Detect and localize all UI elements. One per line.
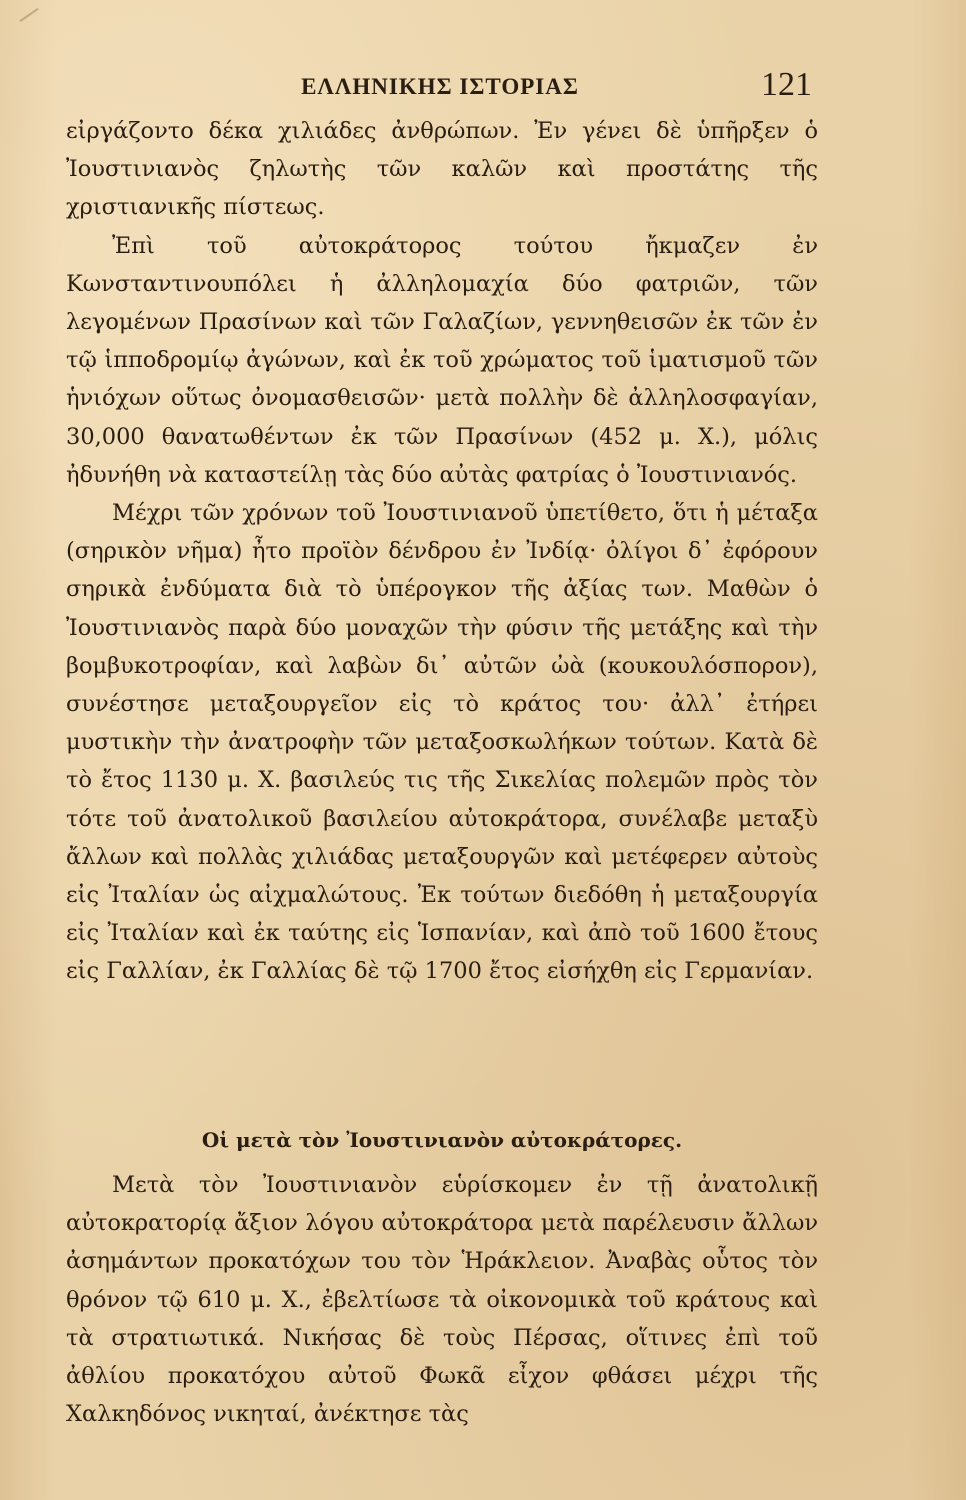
page-number: 121	[761, 66, 812, 103]
paragraph-heraclius: Μετὰ τὸν Ἰουστινιανὸν εὑρίσκομεν ἐν τῇ ἀνατολικῇ αὐτοκρατορίᾳ ἄξιον λόγου αὐτοκράτορα μετὰ παρέλευσιν ἄλλων ἀσημάντων προκατόχων του τὸν Ἡράκλειον. Ἀναβὰς οὗτος τὸν θρόνον τῷ 610 μ. Χ., ἐβελτίωσε τὰ οἰκονομικὰ τοῦ κράτους καὶ τὰ στρατιωτικά. Νικήσας δὲ τοὺς Πέρσας, οἵτινες ἐπὶ τοῦ ἀθλίου προκατόχου αὐτοῦ Φωκᾶ εἶχον φθάσει μέχρι τῆς Χαλκηδόνος νικηταί, ἀνέκτησε τὰς	[66, 1172, 818, 1428]
paragraph-silk: Μέχρι τῶν χρόνων τοῦ Ἰουστινιανοῦ ὑπετίθετο, ὅτι ἡ μέταξα (σηρικὸν νῆμα) ἦτο προϊὸν δένδρου ἐν Ἰνδίᾳ· ὀλίγοι δ᾽ ἐφόρουν σηρικὰ ἐνδύματα διὰ τὸ ὑπέρογκον τῆς ἀξίας των. Μαθὼν ὁ Ἰουστινιανὸς παρὰ δύο μοναχῶν τὴν φύσιν τῆς μετάξης καὶ τὴν βομβυκοτροφίαν, καὶ λαβὼν δι᾽ αὐτῶν ὠὰ (κουκουλόσπορον), συνέστησε μεταξουργεῖον εἰς τὸ κράτος του· ἀλλ᾽ ἐτήρει μυστικὴν τὴν ἀνατροφὴν τῶν μεταξοσκωλήκων τούτων. Κατὰ δὲ τὸ ἔτος 1130 μ. Χ. βασιλεύς τις τῆς Σικελίας πολεμῶν πρὸς τὸν τότε τοῦ ἀνατολικοῦ βασιλείου αὐτοκράτορα, συνέλαβε μεταξὺ ἄλλων καὶ πολλὰς χιλιάδας μεταξουργῶν καὶ μετέφερεν αὐτοὺς εἰς Ἰταλίαν ὡς αἰχμαλώτους. Ἐκ τούτων διεδόθη ἡ μεταξουργία εἰς Ἰταλίαν καὶ ἐκ ταύτης εἰς Ἱσπανίαν, καὶ ἀπὸ τοῦ 1600 ἔτους εἰς Γαλλίαν, ἐκ Γαλλίας δὲ τῷ 1700 ἔτος εἰσήχθη εἰς Γερμανίαν.	[66, 500, 818, 985]
running-head	[62, 66, 818, 110]
paragraph-factions: Ἐπὶ τοῦ αὐτοκράτορος τούτου ἤκμαζεν ἐν Κωνσταντινουπόλει ἡ ἀλληλομαχία δύο φατριῶν, τῶν λεγομένων Πρασίνων καὶ τῶν Γαλαζίων, γεννηθεισῶν ἐκ τῶν ἐν τῷ ἱπποδρομίῳ ἀγώνων, καὶ ἐκ τοῦ χρώματος τοῦ ἱματισμοῦ τῶν ἡνιόχων οὕτως ὀνομασθεισῶν· μετὰ πολλὴν δὲ ἀλληλοσφαγίαν, 30,000 θανατωθέντων ἐκ τῶν Πρασίνων (452 μ. Χ.), μόλις ἠδυνήθη νὰ καταστείλῃ τὰς δύο αὐτὰς φατρίας ὁ Ἰουστινιανός.	[66, 232, 818, 488]
running-title: ΕΛΛΗΝΙΚΗΣ ΙΣΤΟΡΙΑΣ	[301, 74, 579, 99]
main-text-section	[66, 112, 818, 991]
second-text-section	[66, 1166, 818, 1433]
paragraph-continuation: εἰργάζοντο δέκα χιλιάδες ἀνθρώπων. Ἐν γένει δὲ ὑπῆρξεν ὁ Ἰουστινιανὸς ζηλωτὴς τῶν καλῶν καὶ προστάτης τῆς χριστιανικῆς πίστεως.	[66, 118, 818, 221]
page-corner-mark	[19, 8, 38, 22]
section-heading: Οἱ μετὰ τὸν Ἰουστινιανὸν αὐτοκράτορες.	[201, 1128, 683, 1152]
